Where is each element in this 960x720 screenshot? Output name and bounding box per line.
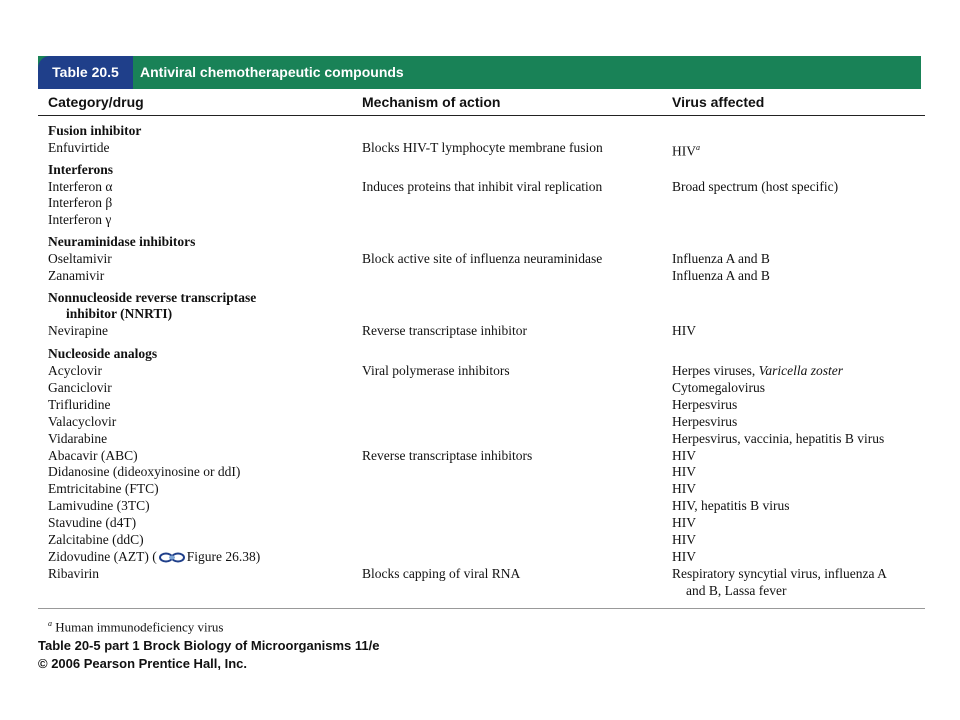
virus-nevirapine: HIV: [672, 323, 696, 338]
drug-zidovudine-label: Zidovudine (AZT) (: [48, 549, 157, 564]
table-title: Antiviral chemotherapeutic compounds: [140, 64, 404, 80]
virus-zalcitabine: HIV: [672, 532, 696, 547]
drug-trifluridine: Trifluridine: [48, 397, 111, 412]
drug-ribavirin: Ribavirin: [48, 566, 99, 581]
drug-zalcitabine: Zalcitabine (ddC): [48, 532, 144, 547]
drug-stavudine: Stavudine (d4T): [48, 515, 137, 530]
footnote: [48, 616, 224, 635]
virus-interferons: Broad spectrum (host specific): [672, 179, 839, 194]
virus-acyclovir: [672, 363, 843, 379]
table-header-bar: [38, 56, 921, 89]
drug-nevirapine: Nevirapine: [48, 323, 108, 338]
virus-enfuvirtide-text: HIV: [672, 143, 696, 159]
mechanism-enfuvirtide: Blocks HIV-T lymphocyte membrane fusion: [362, 140, 603, 155]
drug-interferon-alpha: Interferon α: [48, 179, 113, 194]
group-nnrti-line2: inhibitor (NNRTI): [66, 306, 173, 321]
drug-vidarabine: Vidarabine: [48, 431, 108, 446]
drug-emtricitabine: Emtricitabine (FTC): [48, 481, 159, 496]
virus-acyclovir-text: Herpes viruses,: [672, 363, 759, 378]
column-header-mechanism: Mechanism of action: [362, 94, 501, 110]
mechanism-nevirapine: Reverse transcriptase inhibitor: [362, 323, 527, 338]
drug-lamivudine: Lamivudine (3TC): [48, 498, 150, 513]
virus-acyclovir-italic: Varicella zoster: [758, 363, 843, 378]
drug-acyclovir: Acyclovir: [48, 363, 102, 378]
drug-didanosine: Didanosine (dideoxyinosine or ddI): [48, 464, 241, 479]
mechanism-polymerase: Viral polymerase inhibitors: [362, 363, 510, 378]
drug-oseltamivir: Oseltamivir: [48, 251, 112, 266]
virus-oseltamivir: Influenza A and B: [672, 251, 770, 266]
virus-abacavir: HIV: [672, 448, 696, 463]
virus-didanosine: HIV: [672, 464, 696, 479]
drug-abacavir: Abacavir (ABC): [48, 448, 138, 463]
header-rule: [38, 115, 925, 116]
column-header-virus: Virus affected: [672, 94, 765, 110]
virus-ribavirin-line1: Respiratory syncytial virus, influenza A: [672, 566, 887, 581]
drug-valacyclovir: Valacyclovir: [48, 414, 117, 429]
credit-line-1: Table 20-5 part 1 Brock Biology of Microorganisms 11/e: [38, 638, 380, 653]
virus-stavudine: HIV: [672, 515, 696, 530]
virus-ganciclovir: Cytomegalovirus: [672, 380, 765, 395]
drug-zidovudine: [48, 549, 260, 565]
table-number: Table 20.5: [38, 56, 133, 89]
mechanism-ribavirin: Blocks capping of viral RNA: [362, 566, 521, 581]
mechanism-interferons: Induces proteins that inhibit viral replication: [362, 179, 603, 194]
virus-vidarabine: Herpesvirus, vaccinia, hepatitis B virus: [672, 431, 885, 446]
group-neuraminidase-inhibitors: Neuraminidase inhibitors: [48, 234, 196, 249]
footnote-rule: [38, 608, 925, 609]
group-nucleoside-analogs: Nucleoside analogs: [48, 346, 158, 361]
virus-zidovudine: HIV: [672, 549, 696, 564]
virus-enfuvirtide: [672, 140, 700, 160]
column-header-drug: Category/drug: [48, 94, 144, 110]
footnote-marker: a: [48, 619, 52, 628]
footnote-text: Human immunodeficiency virus: [52, 619, 224, 635]
mechanism-neuraminidase: Block active site of influenza neuraminidase: [362, 251, 603, 266]
credit-line-2: © 2006 Pearson Prentice Hall, Inc.: [38, 656, 248, 671]
drug-enfuvirtide: Enfuvirtide: [48, 140, 110, 155]
virus-zanamivir: Influenza A and B: [672, 268, 770, 283]
drug-interferon-beta: Interferon β: [48, 195, 113, 210]
group-interferons: Interferons: [48, 162, 113, 177]
virus-emtricitabine: HIV: [672, 481, 696, 496]
drug-interferon-gamma: Interferon γ: [48, 212, 112, 227]
virus-valacyclovir: Herpesvirus: [672, 414, 738, 429]
group-fusion-inhibitor: Fusion inhibitor: [48, 123, 142, 138]
web-link-icon[interactable]: [159, 552, 185, 563]
drug-ganciclovir: Ganciclovir: [48, 380, 112, 395]
footnote-ref: a: [696, 143, 700, 152]
mechanism-rt-inhibitors: Reverse transcriptase inhibitors: [362, 448, 533, 463]
virus-lamivudine: HIV, hepatitis B virus: [672, 498, 790, 513]
figure-link[interactable]: Figure 26.38): [186, 549, 261, 564]
group-nnrti-line1: Nonnucleoside reverse transcriptase: [48, 290, 257, 305]
virus-trifluridine: Herpesvirus: [672, 397, 738, 412]
virus-ribavirin-line2: and B, Lassa fever: [686, 583, 787, 598]
drug-zanamivir: Zanamivir: [48, 268, 105, 283]
